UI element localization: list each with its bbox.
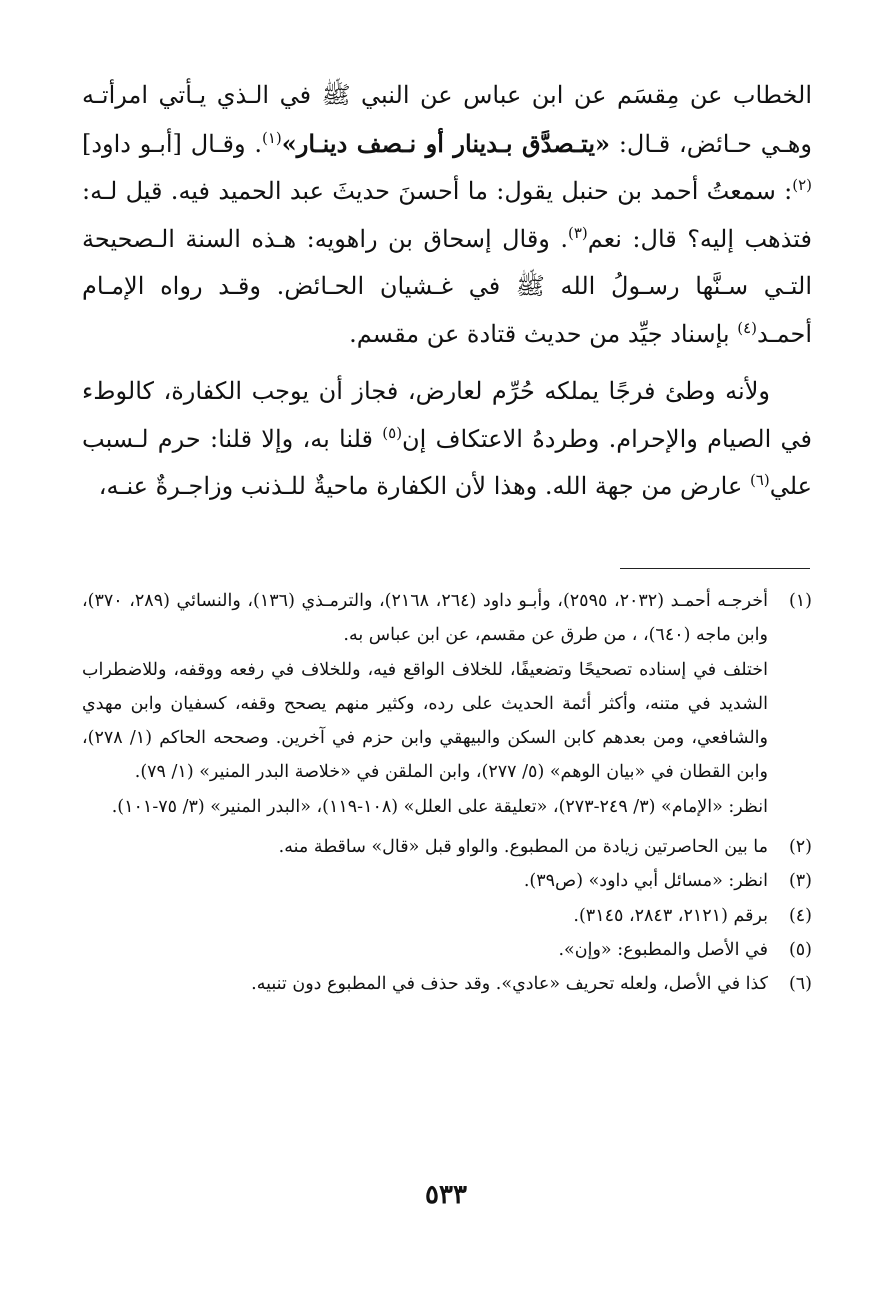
footnote-paragraph: انظر: «مسائل أبي داود» (ص٣٩).: [523, 871, 768, 892]
text-segment: ولأنه وطئ فرجًا يملكه حُرِّم لعارض، فجاز أن يوجب الكفارة، كالوطء في الصيام والإحرام. وطردهُ الاعتكاف إن: [82, 377, 813, 453]
text-segment: قلنا به، وإلا قلنا: حرم لـسبب علي: [82, 424, 812, 500]
footnote-separator: [620, 568, 810, 569]
footnote-paragraph: ما بين الحاصرتين زيادة من المطبوع. والواو قبل «قال» ساقطة منه.: [278, 837, 768, 858]
footnote-ref-2: (٢): [792, 176, 812, 194]
footnote-number: (٢): [788, 837, 812, 858]
footnote-number: (١): [788, 591, 812, 611]
footnote-paragraph: كذا في الأصل، ولعله تحريف «عادي». وقد حذف في المطبوع دون تنبيه.: [251, 974, 768, 995]
text-segment: الخطاب عن مِقسَم عن ابن عباس عن النبي ﷺ في الـذي يـأتي امرأتـه وهـي حـائض، قـال:: [82, 81, 813, 158]
page-number: ٥٣٣: [425, 1180, 467, 1210]
footnote-ref-3: (٣): [567, 223, 588, 242]
text-segment: بإسناد جيِّد من حديث قتادة عن مقسم.: [349, 319, 738, 348]
footnote-1: [82, 584, 812, 824]
footnote-3: [82, 864, 812, 898]
footnote-paragraph: في الأصل والمطبوع: «وإن».: [558, 939, 768, 960]
hadith-quote: «يتـصدَّق بـدينار أو نـصف دينـار»: [281, 128, 611, 158]
text-segment: . وقال إسحاق بن راهويه: هـذه السنة الـصحيحة التـي سـنَّها رسـولُ الله ﷺ في غـشيان الحـائض. وقـد رواه الإمـام أحمـد: [82, 224, 812, 348]
main-text: [82, 72, 812, 511]
text-segment: : سمعتُ أحمد بن حنبل يقول: ما أحسنَ حديثَ عبد الحميد فيه. قيل لـه: فتذهب إليه؟ قال: نعم: [82, 177, 812, 253]
text-segment: . وقـال [أبـو داود]: [82, 129, 262, 158]
footnote-ref-4: (٤): [737, 318, 757, 337]
footnote-paragraph: أخرجـه أحمـد (٢٠٣٢، ٢٥٩٥)، وأبـو داود (٢٦٤، ٢١٦٨)، والترمـذي (١٣٦)، والنسائي (٢٨٩، ٣٧٠)، وابن ماجه (٦٤٠)، ، من طرق عن مقسم، عن ابن عباس به.: [82, 591, 768, 646]
footnote-ref-5: (٥): [382, 423, 403, 442]
text-segment: عارض من جهة الله. وهذا لأن الكفارة ماحيةٌ للـذنب وزاجـرةٌ عنـه،: [98, 472, 750, 500]
footnote-paragraph: انظر: «الإمام» (٣/ ٢٤٩-٢٧٣)، «تعليقة على العلل» (١٠٨-١١٩)، «البدر المنير» (٣/ ٧٥-١٠١).: [111, 796, 768, 817]
footnote-number: (٦): [788, 974, 812, 995]
footnote-paragraph: اختلف في إسناده تصحيحًا وتضعيفًا، للخلاف الواقع فيه، وللخلاف في رفعه ووقفه، وللاضطراب الشديد في متنه، وأكثر أئمة الحديث على رده، وكثير منهم يصحح وقفه، كسفيان وابن مهدي والشافعي، ومن بعدهم كابن السكن والبيهقي وابن حزم في آخرين. وصححه الحاكم (١/ ٢٧٨)، وابن القطان في «بيان الوهم» (٥/ ٢٧٧)، وابن الملقن في «خلاصة البدر المنير» (١/ ٧٩).: [82, 659, 768, 783]
footnote-ref-1: (١): [261, 128, 282, 147]
footnote-ref-6: (٦): [749, 471, 770, 489]
footnote-6: [82, 967, 812, 1001]
footnote-number: (٤): [788, 905, 812, 926]
footnote-4: [82, 899, 812, 933]
main-paragraph-1: [82, 72, 812, 358]
footnote-paragraph: برقم (٢١٢١، ٢٨٤٣، ٣١٤٥).: [573, 905, 768, 926]
footnote-5: [82, 933, 812, 967]
footnotes: [82, 584, 812, 1002]
footnote-number: (٥): [788, 939, 812, 960]
footnote-2: [82, 830, 812, 864]
footnote-number: (٣): [788, 871, 812, 892]
main-paragraph-2: [82, 368, 812, 511]
